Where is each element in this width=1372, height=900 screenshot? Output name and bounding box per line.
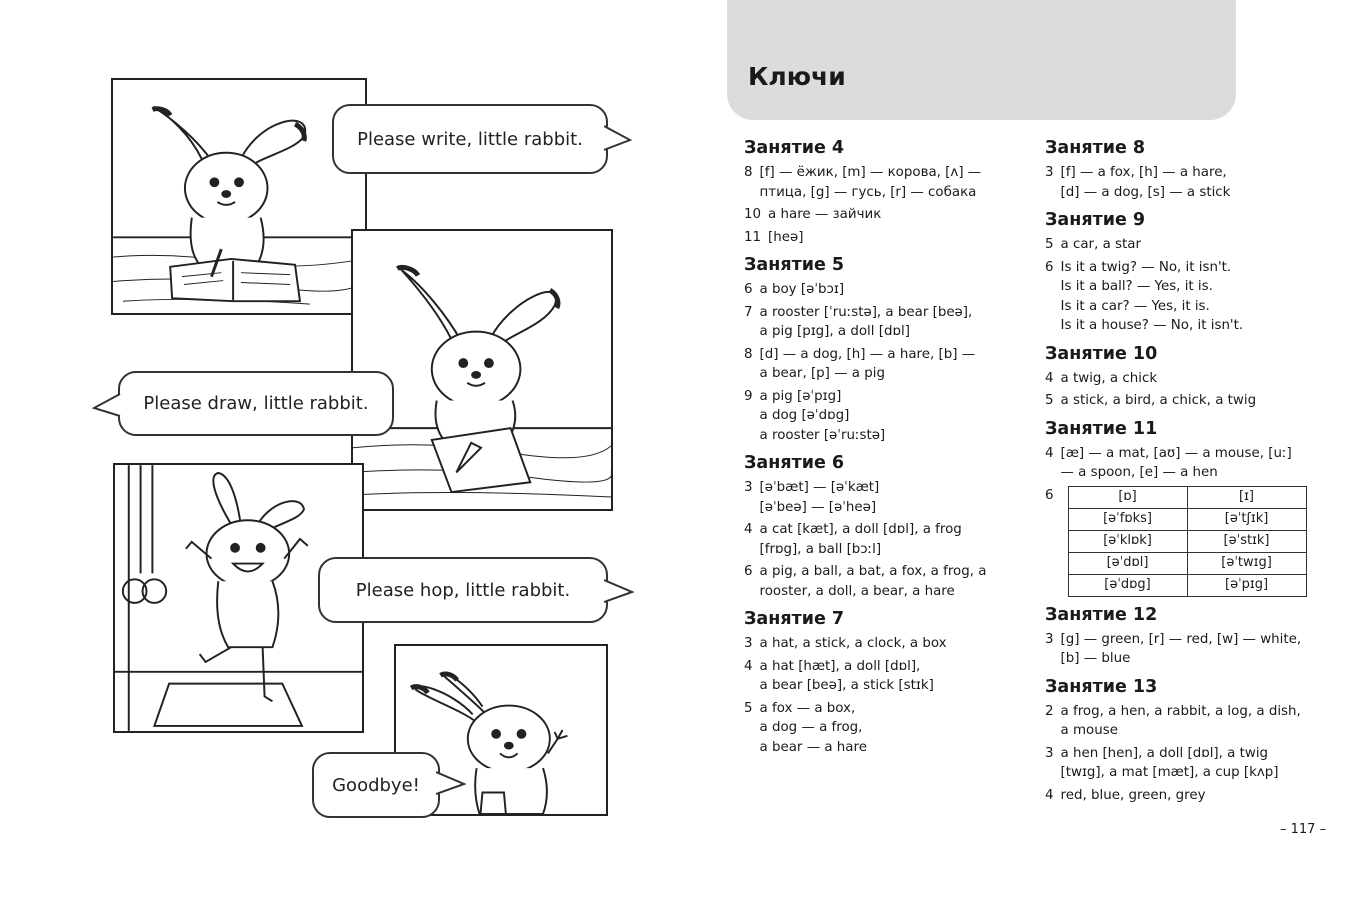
answer-line: a bear — a hare (759, 739, 867, 755)
speech-bubble-text: Please write, little rabbit. (357, 128, 583, 150)
exercise-answer (1045, 744, 1315, 783)
exercise-number: 5 (1045, 393, 1054, 408)
lesson-block (1045, 342, 1315, 411)
exercise-number: 6 (744, 564, 753, 579)
speech-bubble-tail (92, 392, 122, 422)
answer-line: a hat, a stick, a clock, a box (759, 636, 947, 651)
exercise-answer (744, 520, 1019, 559)
answer-line: — a spoon, [e] — a hen (1060, 465, 1218, 480)
answer-line: Is it a house? — No, it isn't. (1060, 318, 1244, 333)
lesson-block (744, 607, 1019, 757)
exercise-number: 5 (744, 700, 753, 716)
table-cell: [əˈpɪg] (1187, 574, 1306, 596)
lesson-title: Занятие 12 (1045, 604, 1158, 625)
answer-line: [əˈbeə] — [əˈheə] (759, 499, 877, 515)
table-row (1068, 486, 1306, 508)
table-cell: [əˈklɒk] (1068, 530, 1187, 552)
answer-line: a cat [kæt], a doll [dɒl], a frog (759, 522, 962, 537)
answers-column-left (744, 136, 1019, 763)
table-row (1068, 508, 1306, 530)
answer-line: a stick, a bird, a chick, a twig (1060, 393, 1257, 408)
exercise-number: 6 (744, 282, 753, 297)
answer-line: [d] — a dog, [s] — a stick (1060, 184, 1231, 200)
lesson-block (1045, 417, 1315, 597)
exercise-number: 3 (744, 480, 753, 495)
exercise-number: 2 (1045, 703, 1054, 719)
lesson-title: Занятие 11 (1045, 418, 1158, 439)
exercise-number: 4 (744, 658, 753, 674)
exercise-number: 8 (744, 165, 753, 180)
answer-line: a dog [əˈdɒg] (759, 408, 850, 423)
lesson-title: Занятие 6 (744, 453, 845, 473)
exercise-number: 5 (1045, 237, 1054, 252)
speech-bubble-tail (604, 578, 634, 608)
exercise-answer (744, 163, 1019, 202)
answer-line: red, blue, green, grey (1060, 787, 1206, 803)
lesson-block (1045, 675, 1315, 806)
exercise-number: 4 (744, 522, 753, 537)
comic-panel-draw (351, 229, 613, 511)
answer-line: Is it a twig? — No, it isn't. (1060, 259, 1232, 275)
exercise-answer (1045, 258, 1315, 336)
keys-header-tab (727, 0, 1236, 120)
lesson-title: Занятие 8 (1045, 138, 1146, 158)
answer-line: a twig, a chick (1060, 370, 1158, 386)
lesson-title: Занятие 4 (744, 138, 845, 158)
answer-line: a pig, a ball, a bat, a fox, a frog, a (759, 564, 987, 579)
speech-bubble-goodbye (312, 752, 440, 818)
page-number: – 117 – (1280, 822, 1327, 837)
table-cell: [ɒ] (1068, 486, 1187, 508)
answer-line: Is it a ball? — Yes, it is. (1060, 279, 1213, 294)
answer-line: a fox — a box, (759, 700, 856, 716)
exercise-answer (1045, 786, 1315, 806)
exercise-number: 6 (1045, 259, 1054, 275)
answer-line: [æ] — a mat, [aʊ] — a mouse, [uː] (1060, 445, 1292, 461)
answer-line: a car, a star (1060, 237, 1141, 252)
answer-line: a mouse (1060, 723, 1118, 738)
phonetics-table (1068, 486, 1307, 597)
answer-line: a dog — a frog, (759, 720, 863, 735)
rabbit-drawing-illustration (353, 231, 611, 509)
lesson-title: Занятие 5 (744, 255, 845, 275)
answers-column-right (1045, 136, 1315, 811)
exercise-number: 3 (1045, 631, 1054, 647)
lesson-block (1045, 603, 1315, 669)
answer-line: a pig [pɪg], a doll [dɒl] (759, 324, 910, 339)
exercise-number: 9 (744, 388, 753, 404)
answer-line: [heə] (768, 229, 804, 245)
exercise-number: 8 (744, 346, 753, 362)
exercise-number: 11 (744, 229, 762, 245)
answer-line: [f] — a fox, [h] — a hare, (1060, 165, 1227, 180)
comic-panel-write (111, 78, 367, 315)
exercise-answer (1045, 630, 1315, 669)
answer-line: a rooster [ˈruːstə], a bear [beə], (759, 304, 973, 320)
answer-line: [b] — blue (1060, 651, 1131, 666)
exercise-answer (1045, 369, 1315, 389)
table-cell: [əˈdɒl] (1068, 552, 1187, 574)
table-cell: [ɪ] (1187, 486, 1306, 508)
answer-line: rooster, a doll, a bear, a hare (759, 583, 955, 599)
exercise-answer (744, 205, 1019, 225)
speech-bubble-write (332, 104, 608, 174)
exercise-answer (1045, 486, 1315, 597)
answer-line: a bear [beə], a stick [stɪk] (759, 678, 934, 693)
table-row (1068, 530, 1306, 552)
lesson-block (744, 253, 1019, 445)
answer-line: a pig [əˈpɪg] (759, 388, 842, 404)
exercise-answer (744, 634, 1019, 654)
exercise-number: 10 (744, 207, 762, 222)
answer-line: [g] — green, [r] — red, [w] — white, (1060, 631, 1302, 647)
exercise-answer (744, 228, 1019, 248)
table-cell: [əˈtwɪg] (1187, 552, 1306, 574)
answer-line: a frog, a hen, a rabbit, a log, a dish, (1060, 703, 1301, 719)
exercise-answer (744, 303, 1019, 342)
exercise-number: 6 (1045, 487, 1054, 503)
speech-bubble-text: Goodbye! (332, 774, 420, 796)
table-cell: [əˈdɒg] (1068, 574, 1187, 596)
answer-line: [twɪg], a mat [mæt], a cup [kʌp] (1060, 765, 1279, 780)
exercise-number: 3 (1045, 745, 1054, 761)
answer-line: [f] — ёжик, [m] — корова, [ʌ] — (759, 165, 982, 180)
lesson-block (744, 136, 1019, 247)
table-cell: [əˈfɒks] (1068, 508, 1187, 530)
exercise-number: 4 (1045, 787, 1054, 803)
exercise-answer (744, 387, 1019, 446)
exercise-answer (1045, 391, 1315, 411)
lesson-block (1045, 208, 1315, 336)
exercise-number: 4 (1045, 370, 1054, 386)
lesson-title: Занятие 13 (1045, 676, 1158, 697)
speech-bubble-hop (318, 557, 608, 623)
table-cell: [əˈstɪk] (1187, 530, 1306, 552)
answer-line: птица, [g] — гусь, [r] — собака (759, 184, 977, 200)
exercise-answer (744, 345, 1019, 384)
exercise-number: 3 (1045, 165, 1054, 180)
answer-line: a hat [hæt], a doll [dɒl], (759, 658, 921, 674)
exercise-answer (1045, 163, 1315, 202)
lesson-title: Занятие 9 (1045, 210, 1146, 230)
table-row (1068, 574, 1306, 596)
lesson-title: Занятие 10 (1045, 343, 1158, 364)
speech-bubble-draw (118, 371, 394, 436)
rabbit-writing-illustration (113, 80, 365, 313)
table-cell: [əˈtʃɪk] (1187, 508, 1306, 530)
lesson-block (744, 451, 1019, 601)
exercise-answer (1045, 444, 1315, 483)
speech-bubble-tail (436, 770, 466, 800)
answer-line: a bear, [p] — a pig (759, 366, 885, 381)
speech-bubble-tail (604, 122, 632, 156)
exercise-answer (744, 657, 1019, 696)
lesson-block (1045, 136, 1315, 202)
lesson-title: Занятие 7 (744, 609, 845, 629)
answer-line: a boy [əˈbɔɪ] (759, 282, 845, 297)
table-row (1068, 552, 1306, 574)
speech-bubble-text: Please hop, little rabbit. (355, 579, 571, 601)
exercise-number: 4 (1045, 445, 1054, 461)
answer-line: [əˈbæt] — [əˈkæt] (759, 480, 880, 495)
exercise-number: 3 (744, 636, 753, 651)
exercise-number: 7 (744, 304, 753, 320)
exercise-answer (744, 562, 1019, 601)
page-title: Ключи (748, 62, 846, 91)
exercise-answer (1045, 702, 1315, 741)
answer-line: [frɒg], a ball [bɔːl] (759, 541, 882, 557)
answer-line: a rooster [əˈruːstə] (759, 427, 886, 443)
answer-line: a hen [hen], a doll [dɒl], a twig (1060, 745, 1269, 761)
speech-bubble-text: Please draw, little rabbit. (143, 393, 369, 414)
exercise-answer (744, 478, 1019, 517)
exercise-answer (744, 280, 1019, 300)
answer-line: [d] — a dog, [h] — a hare, [b] — (759, 346, 976, 362)
answer-line: Is it a car? — Yes, it is. (1060, 298, 1210, 314)
exercise-answer (744, 699, 1019, 758)
exercise-answer (1045, 235, 1315, 255)
answer-line: a hare — зайчик (768, 207, 882, 222)
